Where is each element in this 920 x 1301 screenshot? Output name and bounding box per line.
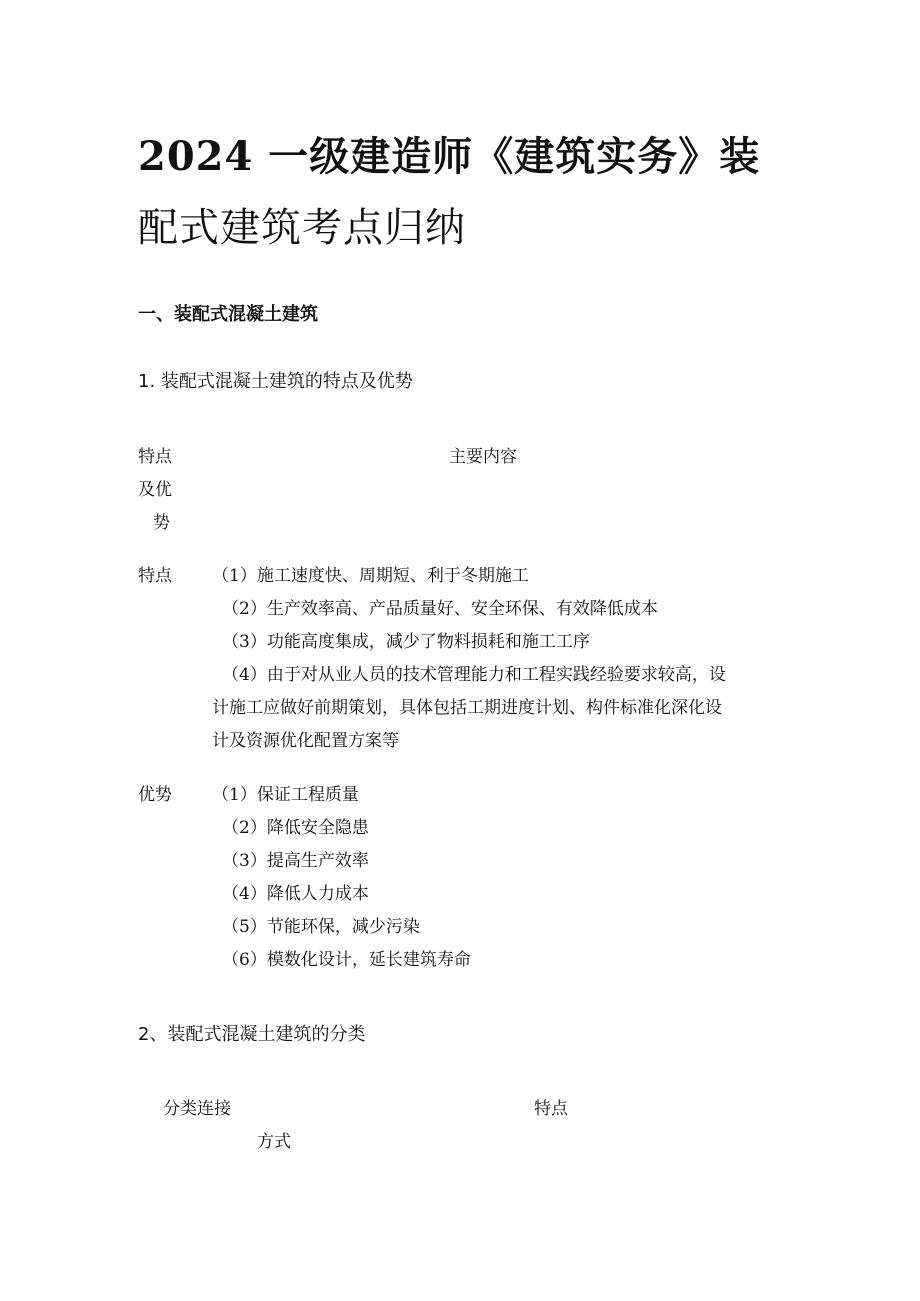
row-line: （6）模数化设计，延长建筑寿命 — [222, 950, 471, 970]
row-line: （3）功能高度集成，减少了物料损耗和施工工序 — [222, 632, 590, 652]
row-line: （5）节能环保，减少污染 — [222, 917, 420, 937]
row-line: （2）降低安全隐患 — [222, 818, 369, 838]
document-title-line-1: 2024 一级建造师《建筑实务》装 — [138, 133, 761, 180]
table-header-col1-line: 方式 — [257, 1132, 291, 1152]
row-line: （4）由于对从业人员的技术管理能力和工程实践经验要求较高，设 — [222, 665, 726, 685]
row-line: （2）生产效率高、产品质量好、安全环保、有效降低成本 — [222, 599, 658, 619]
section-heading: 一、装配式混凝土建筑 — [138, 304, 318, 325]
row-line: 计施工应做好前期策划，具体包括工期进度计划、构件标准化深化设 — [212, 698, 722, 718]
table-header-col1-line: 及优 — [138, 480, 172, 500]
subsection-heading: 2、装配式混凝土建筑的分类 — [138, 1024, 366, 1045]
table-header-col2: 主要内容 — [449, 447, 517, 467]
table-header-col1-line: 特点 — [138, 447, 172, 467]
row-line: （1）保证工程质量 — [212, 785, 359, 805]
row-line: （1）施工速度快、周期短、利于冬期施工 — [212, 566, 529, 586]
subsection-heading: 1. 装配式混凝土建筑的特点及优势 — [138, 371, 413, 392]
row-label: 优势 — [138, 785, 172, 805]
table-header-col1-line: 势 — [153, 513, 170, 533]
document-title-line-2: 配式建筑考点归纳 — [138, 205, 466, 251]
row-line: （3）提高生产效率 — [222, 851, 369, 871]
row-line: （4）降低人力成本 — [222, 884, 369, 904]
row-line: 计及资源优化配置方案等 — [212, 731, 399, 751]
table-header-col2: 特点 — [534, 1099, 568, 1119]
row-label: 特点 — [138, 566, 172, 586]
table-header-col1-line: 分类连接 — [163, 1099, 231, 1119]
